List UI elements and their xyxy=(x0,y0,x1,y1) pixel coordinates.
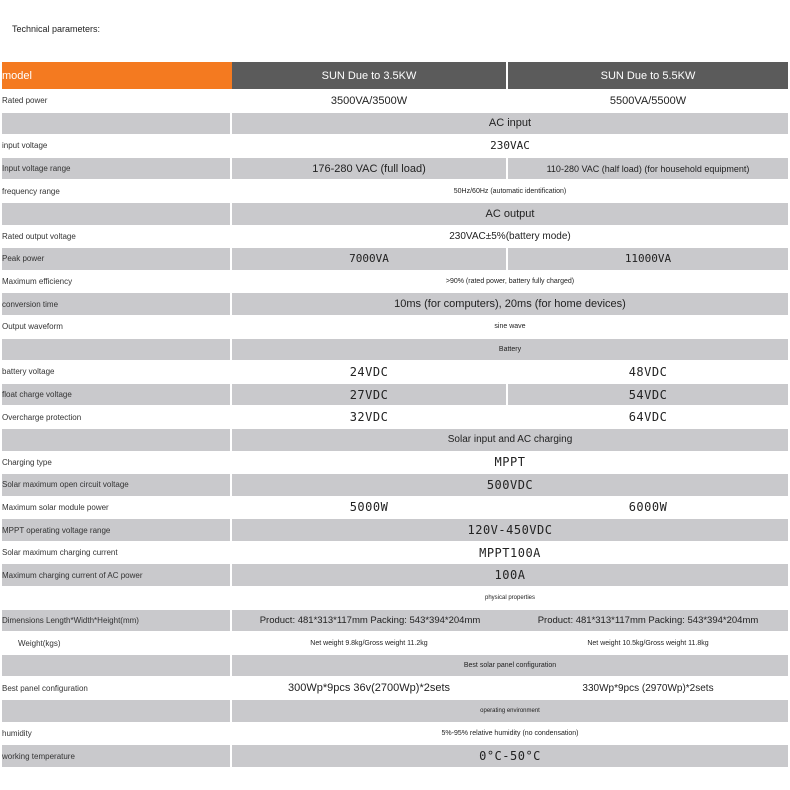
row-label: Rated power xyxy=(2,90,232,112)
section-row-solar-input xyxy=(2,429,788,451)
row-label: float charge voltage xyxy=(2,384,232,406)
row-value-3-5kw: 5000W xyxy=(232,497,508,519)
row-label: Rated output voltage xyxy=(2,226,232,248)
section-spacer xyxy=(2,339,232,361)
row-value: 120V-450VDC xyxy=(232,519,788,541)
row-value: 5%-95% relative humidity (no condensation) xyxy=(232,723,788,745)
section-spacer xyxy=(2,203,232,225)
row-label: working temperature xyxy=(2,745,232,767)
row-value-3-5kw: Net weight 9.8kg/Gross weight 11.2kg xyxy=(232,632,508,654)
table-row-peak-power xyxy=(2,248,788,270)
row-value: 230VAC xyxy=(232,135,788,157)
row-value-5-5kw: Product: 481*313*117mm Packing: 543*394*204mm xyxy=(508,610,788,632)
page-title: Technical parameters: xyxy=(12,24,101,34)
table-row-max-ac-charging-current xyxy=(2,564,788,586)
row-value-5-5kw: 5500VA/5500W xyxy=(508,90,788,112)
row-value-5-5kw: 54VDC xyxy=(508,384,788,406)
section-row-best-panel-config xyxy=(2,655,788,677)
row-label: Dimensions Length*Width*Height(mm) xyxy=(2,610,232,632)
section-title: Solar input and AC charging xyxy=(232,429,788,451)
section-spacer xyxy=(2,113,232,135)
row-value: 50Hz/60Hz (automatic identification) xyxy=(232,180,788,202)
table-header-row xyxy=(2,62,788,89)
row-value-3-5kw: 300Wp*9pcs 36v(2700Wp)*2sets xyxy=(232,677,508,699)
row-label: battery voltage xyxy=(2,361,232,383)
table-row-solar-max-charging-current xyxy=(2,542,788,564)
table-row-max-solar-module-power xyxy=(2,497,788,519)
row-value-3-5kw: 176-280 VAC (full load) xyxy=(232,158,508,180)
row-value-5-5kw: 110-280 VAC (half load) (for household equipment) xyxy=(508,158,788,180)
row-label: Overcharge protection xyxy=(2,406,232,428)
row-label: MPPT operating voltage range xyxy=(2,519,232,541)
row-label: Maximum solar module power xyxy=(2,497,232,519)
row-value: 230VAC±5%(battery mode) xyxy=(232,226,788,248)
row-value: 10ms (for computers), 20ms (for home devices) xyxy=(232,293,788,315)
row-label: conversion time xyxy=(2,293,232,315)
table-row-charging-type xyxy=(2,452,788,474)
row-label: input voltage xyxy=(2,135,232,157)
row-value: sine wave xyxy=(232,316,788,338)
row-value-3-5kw: Product: 481*313*117mm Packing: 543*394*204mm xyxy=(232,610,508,632)
row-label: Maximum charging current of AC power xyxy=(2,564,232,586)
table-row-input-voltage-range xyxy=(2,158,788,180)
section-title: operating environment xyxy=(232,700,788,722)
section-title: Best solar panel configuration xyxy=(232,655,788,677)
row-value-3-5kw: 27VDC xyxy=(232,384,508,406)
table-row-weight xyxy=(2,632,788,654)
row-label: Peak power xyxy=(2,248,232,270)
table-row-overcharge-protection xyxy=(2,406,788,428)
section-spacer xyxy=(2,587,232,609)
table-row-working-temperature xyxy=(2,745,788,767)
table-row-frequency-range xyxy=(2,180,788,202)
section-row-operating-environment xyxy=(2,700,788,722)
section-spacer xyxy=(2,429,232,451)
row-value-3-5kw: 24VDC xyxy=(232,361,508,383)
table-row-dimensions xyxy=(2,610,788,632)
section-row-ac-input xyxy=(2,113,788,135)
row-value: >90% (rated power, battery fully charged) xyxy=(232,271,788,293)
row-value-3-5kw: 32VDC xyxy=(232,406,508,428)
table-row-float-charge-voltage xyxy=(2,384,788,406)
table-row-humidity xyxy=(2,723,788,745)
row-value-5-5kw: 64VDC xyxy=(508,406,788,428)
table-row-conversion-time xyxy=(2,293,788,315)
row-label: Solar maximum open circuit voltage xyxy=(2,474,232,496)
table-row-battery-voltage xyxy=(2,361,788,383)
section-spacer xyxy=(2,700,232,722)
row-value: 0°C-50°C xyxy=(232,745,788,767)
row-value: MPPT100A xyxy=(232,542,788,564)
row-value-3-5kw: 3500VA/3500W xyxy=(232,90,508,112)
table-row-maximum-efficiency xyxy=(2,271,788,293)
row-value: 100A xyxy=(232,564,788,586)
section-row-ac-output xyxy=(2,203,788,225)
section-row-physical-properties xyxy=(2,587,788,609)
table-row-output-waveform xyxy=(2,316,788,338)
row-value-3-5kw: 7000VA xyxy=(232,248,508,270)
section-title: physical properties xyxy=(232,587,788,609)
table-row-best-panel-configuration xyxy=(2,677,788,699)
row-label: Maximum efficiency xyxy=(2,271,232,293)
row-value: 500VDC xyxy=(232,474,788,496)
row-value-5-5kw: 330Wp*9pcs (2970Wp)*2sets xyxy=(508,677,788,699)
row-value-5-5kw: 48VDC xyxy=(508,361,788,383)
row-label: frequency range xyxy=(2,180,232,202)
section-title: AC input xyxy=(232,113,788,135)
header-model-5-5kw: SUN Due to 5.5KW xyxy=(508,62,788,89)
row-label: Solar maximum charging current xyxy=(2,542,232,564)
row-label: Weight(kgs) xyxy=(2,632,232,654)
section-title: Battery xyxy=(232,339,788,361)
table-row-rated-power xyxy=(2,90,788,112)
row-label: Charging type xyxy=(2,452,232,474)
header-model-3-5kw: SUN Due to 3.5KW xyxy=(232,62,508,89)
row-value-5-5kw: Net weight 10.5kg/Gross weight 11.8kg xyxy=(508,632,788,654)
row-label: Best panel configuration xyxy=(2,677,232,699)
header-model-cell: model xyxy=(2,62,232,89)
table-row-mppt-voltage-range xyxy=(2,519,788,541)
table-row-solar-open-circuit-voltage xyxy=(2,474,788,496)
section-spacer xyxy=(2,655,232,677)
row-value: MPPT xyxy=(232,452,788,474)
row-label: Input voltage range xyxy=(2,158,232,180)
row-value-5-5kw: 11000VA xyxy=(508,248,788,270)
row-label: Output waveform xyxy=(2,316,232,338)
section-row-battery xyxy=(2,339,788,361)
row-label: humidity xyxy=(2,723,232,745)
technical-parameters-table xyxy=(2,61,788,768)
row-value-5-5kw: 6000W xyxy=(508,497,788,519)
table-row-input-voltage xyxy=(2,135,788,157)
table-row-rated-output-voltage xyxy=(2,226,788,248)
section-title: AC output xyxy=(232,203,788,225)
